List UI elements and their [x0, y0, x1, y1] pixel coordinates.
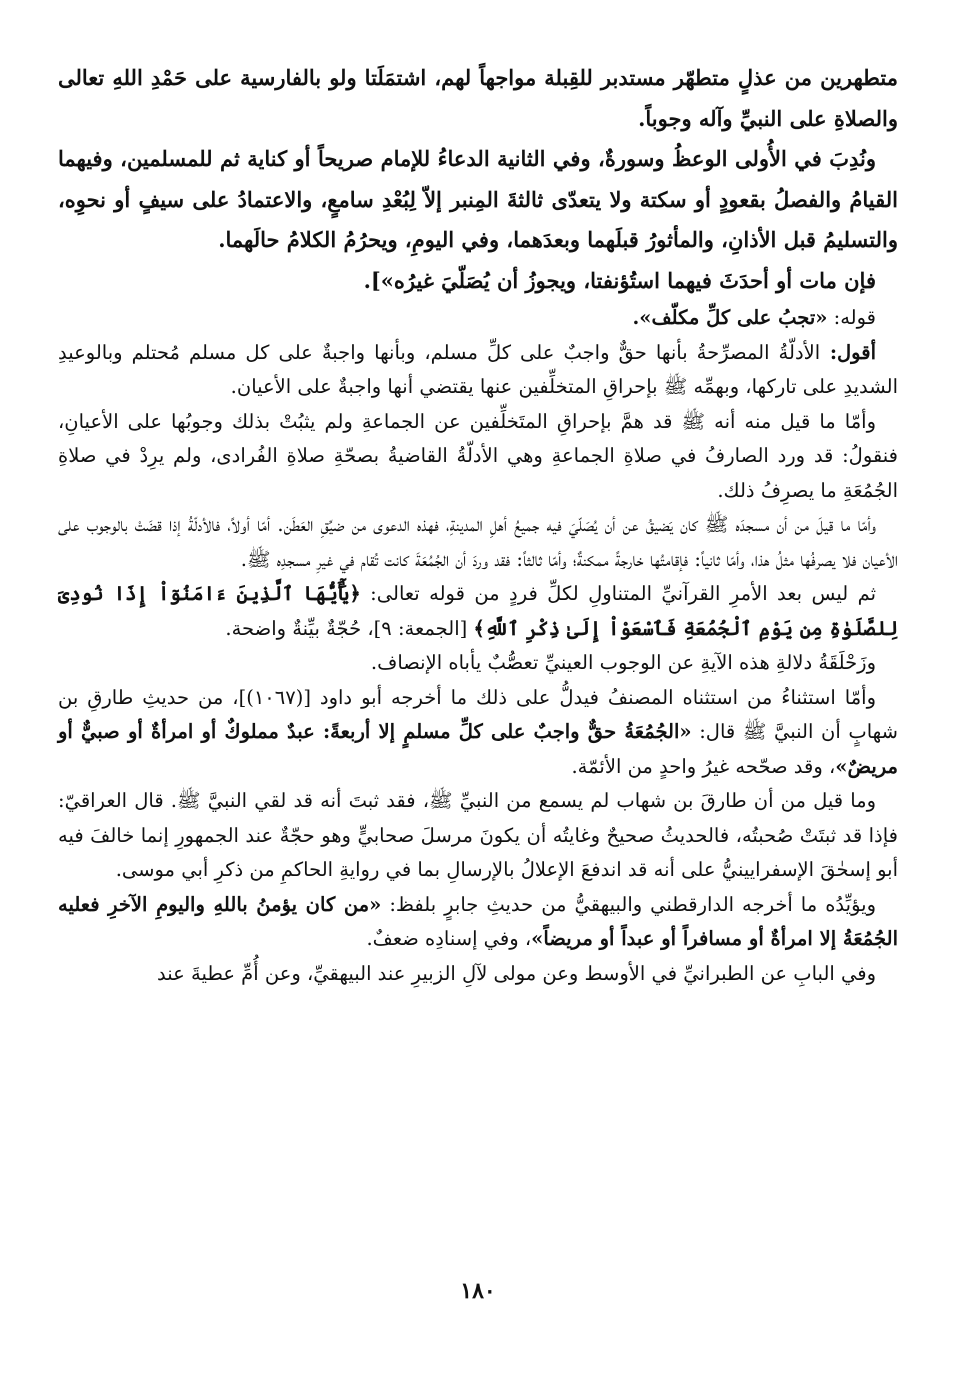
- aqul-label: أقول:: [820, 340, 876, 364]
- thumma-paragraph: [58, 577, 898, 646]
- thumma-text-b: [الجمعة: ٩]، حُجّةٌ بيِّنةٌ واضحة.: [225, 616, 474, 640]
- matn-block: [58, 58, 898, 301]
- tariq-paragraph: وما قيل من أن طارقَ بن شهاب لم يسمع من النبيِّ ﷺ، فقد ثبتَ أنه قد لقي النبيَّ ﷺ. قال العراقيّ: فإذا قد ثبتَتْ صُحبتُه، فالحديثُ صحيحٌ وغايتُه أن يكونَ مرسلَ صحابيٍّ وهو حجّةٌ عند الجمهورِ إنما خالفَ فيه أبو إسحٰقَ الإسفرايينيُّ على أنه قد اندفعَ الإعلالُ بالإرسالِ بما في روايةِ الحاكمِ من ذكرِ أبي موسى.: [58, 789, 898, 881]
- text-column: [58, 58, 898, 991]
- page-number: ١٨٠: [460, 1278, 496, 1304]
- amma-paragraph-2: وأمّا ما قيلَ من أن مسجدَه ﷺ كان يَضيقُ عن أن يُصَلّيَ فيه جميعُ أهلِ المدينةِ، فهذه الدعوى من ضيِّقِ العَطَن. أمّا أولاً، فالأدلّةُ إذا قضَتْ بالوجوب على الأعيان فلا يصرفُها مثلُ هذا، وأمّا ثانياً: فإقامتُها خارجةً ممكنةٌ؛ وأمّا ثالثاً: فقد وردَ أن الجُمُعَةَ كانت تُقام في غيرِ مسجدِه ﷺ.: [58, 513, 898, 571]
- yuayyid-paragraph: [58, 888, 898, 957]
- matn-paragraph-2: ونُدِبَ في الأُولى الوعظُ وسورةٌ، وفي الثانية الدعاءُ للإمام صريحاً أو كناية ثم للمسلمين، وفيهما القيامُ والفصلُ بقعودٍ أو سكتة ولا يتعدّى ثالثةَ المِنبر إلاّ لِبُعْدِ سامعٍ، والاعتمادُ على سيفٍ أو نحوِه، والتسليمُ قبل الأذانِ، والمأثورُ قبلَهما وبعدَهما، وفي اليومِ، ويحرُمُ الكلامُ حالَهما.: [58, 146, 898, 252]
- qawluh-paragraph: [58, 301, 898, 336]
- aqul-text: الأدلّةُ المصرِّحةُ بأنها حقٌّ واجبٌ على كلِّ مسلم، وبأنها واجبةٌ على كل مسلم مُحتلم وبالوعيدِ الشديدِ على تاركها، وبهمِّه ﷺ بإحراقِ المتخلِّفين عنها يقتضي أنها واجبةٌ على الأعيان.: [58, 340, 898, 398]
- qawluh-quote: «تجبُ على كلِّ مكلّف».: [632, 306, 828, 329]
- sharh-block: [58, 301, 898, 991]
- hadith-quote-1: «الجُمُعَةُ حقٌّ واجبٌ على كلِّ مسلمٍ إلا أربعةً: عبدٌ مملوكٌ أو امرأةٌ أو صبيٌّ أو مريضٌ»: [58, 720, 898, 778]
- matn-paragraph-3: فإن مات أو أحدَثَ فيهما استُؤنفتا، ويجوزُ أن يُصَلّيَ غيرُه»].: [363, 267, 876, 293]
- istithna-paragraph: [58, 681, 898, 785]
- matn-paragraph-1: متطهرين من عذلٍ متطهّر مستدبر للقِبلة مواجهاً لهم، اشتمَلَتا ولو بالفارسية على حَمْدِ اللهِ تعالى والصلاةِ على النبيِّ وآله وجوباً.: [58, 65, 898, 131]
- yuayyid-text-a: ويؤيِّدُه ما أخرجه الدارقطني والبيهقيُّ من حديثِ جابرٍ بلفظ:: [381, 892, 876, 916]
- aqul-paragraph: [58, 336, 898, 405]
- yuayyid-text-b: ، وفي إسنادِه ضعفٌ.: [366, 927, 532, 950]
- bab-paragraph: وفي البابِ عن الطبرانيِّ في الأوسط وعن مولى لآلِ الزبيرِ عند البيهقيِّ، وعن أُمِّ عطيةَ عند: [157, 961, 876, 985]
- quran-ayah: ﴿يَٰٓأَيُّهَا ٱلَّذِينَ ءَامَنُوٓاْ إِذَا نُودِىَ لِلصَّلَوٰةِ مِن يَوْمِ ٱلْجُمُعَةِ فَٱسْعَوْاْ إِلَىٰ ذِكْرِ ٱللَّهِ﴾: [58, 582, 898, 640]
- thumma-text-a: ثم ليس بعد الأمرِ القرآنيِّ المتناولِ لكلِّ فردٍ من قوله تعالى:: [360, 582, 876, 605]
- istithna-text-a: وأمّا استثناءُ من استثناه المصنفُ فيدلُّ على ذلك ما أخرجه أبو داود [(١٠٦٧)]، من حديثِ طارقِ بن شهابٍ أن النبيَّ ﷺ قال:: [58, 685, 899, 743]
- qawluh-label: قوله:: [827, 306, 876, 329]
- amma-paragraph-1: وأمّا ما قيل منه أنه ﷺ قد همَّ بإحراقِ المتَخلِّفين عن الجماعةِ ولم يثبُتْ بذلك وجوبُها على الأعيانِ، فنقولُ: قد ورد الصارفُ في صلاةِ الجماعةِ وهي الأدلّةُ القاضيةُ بصحّةِ صلاةِ الفُرادى، ولم يرِدْ في صلاةِ الجُمُعَةِ ما يصرِفُ ذلك.: [58, 409, 898, 502]
- hadith-quote-2: «من كان يؤمنُ باللهِ واليومِ الآخرِ فعليه الجُمُعَةُ إلا امرأةٌ أو مسافراً أو عبداً أو مريضاً»: [58, 892, 898, 950]
- zahlaqa-paragraph: وزَحْلَقَةُ دلالةِ هذه الآيةِ عن الوجوب العينيِّ تعصُّبٌ يأباه الإنصاف.: [370, 651, 876, 674]
- istithna-text-b: ، وقد صحّحه غيرُ واحدٍ من الأئمّة.: [571, 754, 836, 778]
